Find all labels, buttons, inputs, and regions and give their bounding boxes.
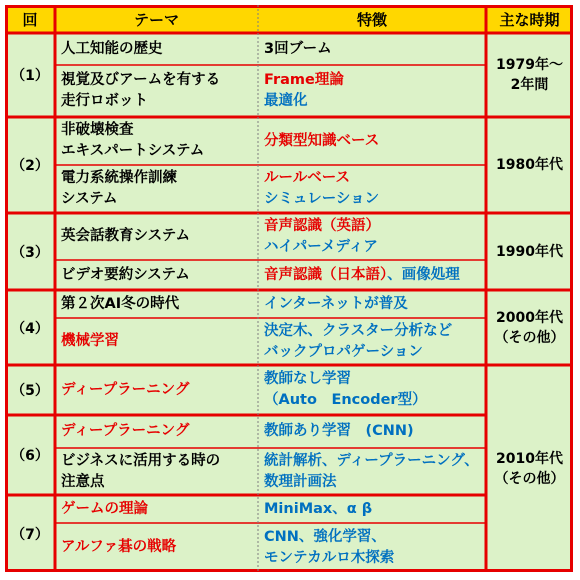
feature-text: 数理計画法 (264, 473, 337, 490)
theme-cell (55, 365, 258, 415)
feature-text: MiniMax、α β (264, 500, 373, 517)
theme-text: アルファ碁の戦略 (61, 539, 177, 555)
feature-line (264, 472, 486, 493)
round-number: （3） (5, 213, 55, 290)
period-lines (496, 155, 563, 175)
feature-cell (258, 260, 486, 290)
feature-line (264, 499, 486, 520)
feature-line (264, 131, 486, 152)
theme-text: システム (61, 191, 118, 207)
theme-line (61, 189, 258, 210)
feature-cell (258, 448, 486, 495)
theme-text: 注意点 (61, 473, 105, 490)
theme-cell (55, 65, 258, 117)
theme-text: ゲームの理論 (61, 500, 148, 517)
feature-line (264, 527, 486, 548)
theme-line (61, 39, 258, 60)
feature-text: 最適化 (264, 93, 308, 109)
theme-line (61, 120, 258, 141)
feature-text: 分類型知識ベース (264, 132, 380, 149)
period-text: （その他） (494, 329, 565, 346)
feature-text: ハイパーメディア (264, 238, 378, 255)
feature-text: （Auto Encoder型） (264, 392, 427, 408)
theme-cell (55, 290, 258, 318)
theme-cell (55, 33, 258, 65)
theme-text: 視覚及びアームを有する (61, 72, 221, 88)
round-number: （5） (5, 365, 55, 415)
feature-text: 統計解析、ディープラーニング、 (264, 452, 479, 469)
feature-line (264, 168, 486, 189)
feature-line (264, 421, 486, 442)
theme-text: ビデオ要約システム (61, 266, 190, 283)
period-cell (486, 117, 573, 213)
period-lines (496, 242, 563, 262)
theme-cell (55, 117, 258, 165)
feature-line (264, 39, 486, 60)
feature-cell (258, 495, 486, 523)
feature-text: 教師なし学習 (264, 371, 351, 387)
period-text: 2年間 (510, 77, 549, 93)
period-lines (495, 308, 565, 348)
theme-line (61, 331, 258, 352)
header-round: 回 (5, 5, 55, 33)
feature-cell (258, 65, 486, 117)
feature-cell (258, 523, 486, 572)
feature-line (264, 237, 486, 258)
feature-text: 、画像処理 (387, 266, 460, 283)
theme-cell (55, 318, 258, 365)
round-number: （1） (5, 33, 55, 117)
feature-text: シミュレーション (264, 191, 380, 207)
theme-cell (55, 213, 258, 260)
period-text: （その他） (494, 470, 565, 487)
period-cell (486, 213, 573, 290)
round-number: （4） (5, 290, 55, 365)
feature-line (264, 265, 486, 286)
theme-text: 人工知能の歴史 (61, 40, 163, 57)
theme-line (61, 537, 258, 558)
period-text: 2010年代 (496, 450, 563, 467)
theme-line (61, 168, 258, 189)
ai-history-table (5, 5, 573, 572)
feature-line (264, 70, 486, 91)
theme-line (61, 141, 258, 162)
feature-line (264, 548, 486, 569)
feature-cell (258, 33, 486, 65)
theme-text: 第２次AI冬の時代 (61, 295, 180, 312)
feature-line (264, 342, 486, 363)
feature-line (264, 321, 486, 342)
theme-text: 英会話教育システム (61, 228, 191, 244)
theme-text: 機械学習 (61, 333, 119, 349)
feature-text: Frame理論 (264, 72, 344, 88)
feature-cell (258, 318, 486, 365)
period-lines (496, 55, 563, 95)
theme-text: ディープラーニング (61, 381, 190, 398)
theme-cell (55, 415, 258, 448)
theme-cell (55, 523, 258, 572)
feature-text: 教師あり学習 (CNN) (264, 423, 414, 439)
header-features: 特徴 (258, 5, 486, 33)
theme-cell (55, 260, 258, 290)
feature-text: 決定木、クラスター分析など (264, 322, 453, 339)
feature-cell (258, 365, 486, 415)
theme-text: 非破壊検査 (61, 122, 134, 138)
theme-line (61, 70, 258, 91)
feature-cell (258, 165, 486, 213)
feature-text: 音声認識（日本語） (264, 266, 388, 283)
theme-cell (55, 448, 258, 495)
feature-cell (258, 415, 486, 448)
feature-text: ルールベース (264, 170, 350, 186)
feature-line (264, 189, 486, 210)
theme-line (61, 226, 258, 247)
feature-line (264, 91, 486, 112)
feature-line (264, 294, 486, 315)
period-text: 1990年代 (496, 243, 563, 260)
theme-cell (55, 165, 258, 213)
feature-text: 音声認識（英語） (264, 217, 380, 234)
feature-line (264, 369, 486, 390)
period-text: 1979年～ (496, 57, 563, 73)
feature-line (264, 451, 486, 472)
theme-line (61, 421, 258, 442)
theme-text: ディープラーニング (61, 423, 190, 439)
period-lines (495, 449, 565, 489)
feature-line (264, 390, 486, 411)
theme-line (61, 265, 258, 286)
theme-line (61, 451, 258, 472)
theme-text: 電力系統操作訓練 (61, 170, 177, 186)
feature-text: インターネットが普及 (264, 295, 408, 312)
period-text: 1980年代 (496, 157, 563, 173)
round-number: （6） (5, 415, 55, 495)
feature-cell (258, 117, 486, 165)
theme-text: ビジネスに活用する時の (61, 452, 221, 469)
feature-text: バックプロパゲーション (264, 343, 423, 360)
feature-text: モンテカルロ木探索 (264, 549, 395, 566)
theme-line (61, 499, 258, 520)
feature-line (264, 216, 486, 237)
period-cell (486, 365, 573, 572)
period-text: 2000年代 (496, 309, 563, 326)
theme-text: 走行ロボット (61, 93, 148, 109)
theme-text: エキスパートシステム (61, 143, 205, 159)
theme-cell (55, 495, 258, 523)
round-number: （7） (5, 495, 55, 572)
feature-text: CNN、強化学習、 (264, 528, 386, 545)
period-cell (486, 290, 573, 365)
theme-line (61, 91, 258, 112)
feature-cell (258, 213, 486, 260)
feature-cell (258, 290, 486, 318)
theme-line (61, 380, 258, 401)
header-theme: テーマ (55, 5, 258, 33)
theme-line (61, 472, 258, 493)
header-period: 主な時期 (486, 5, 573, 33)
round-number: （2） (5, 117, 55, 213)
feature-text: 3回ブーム (264, 40, 332, 57)
period-cell (486, 33, 573, 117)
theme-line (61, 294, 258, 315)
